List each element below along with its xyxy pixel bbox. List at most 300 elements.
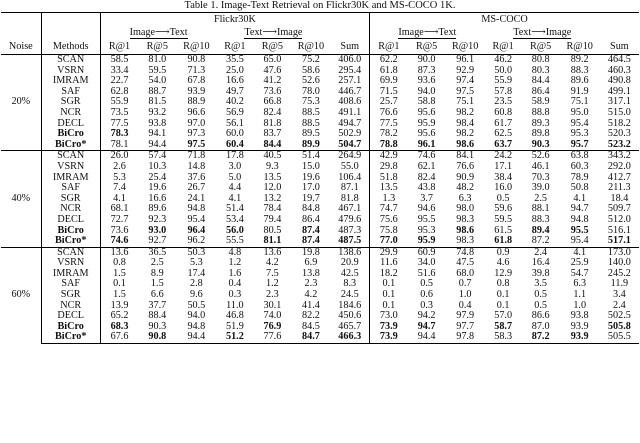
value-cell: 81.8 [330,194,369,205]
value-cell: 5.3 [113,172,126,183]
value-cell: 487.5 [330,236,369,247]
table-row [1,301,639,312]
noise-level-cell: 40% [1,151,41,247]
value-cell: 2.4 [613,300,626,311]
value-cell: 87.2 [531,236,550,247]
value-cell: 84.4 [263,139,282,150]
value-cell: 34.0 [417,258,436,269]
value-cell: 1.5 [150,279,164,290]
method-name-cell: DECL [41,119,100,130]
value-cell: 87.0 [531,321,550,332]
value-cell: 0.8 [113,258,126,269]
value-cell: 73.6 [263,86,282,97]
value-cell: 79.4 [263,214,282,225]
value-cell: 97.5 [456,86,475,97]
value-cell: 51.4 [225,204,244,215]
value-cell: 2.3 [304,279,318,290]
value-cell: 25.0 [225,65,244,76]
value-cell: 509.7 [607,204,631,215]
value-cell: 0.1 [496,290,510,301]
method-name-cell: SGR [41,194,100,205]
method-name-cell: DECL [41,311,100,322]
value-cell: 87.4 [302,236,320,247]
value-cell: 87.1 [330,183,369,194]
value-cell: 0.5 [534,290,547,301]
value-cell: 75.6 [379,214,398,225]
value-cell: 87.4 [302,225,320,236]
value-cell: 4.1 [228,193,242,204]
value-cell: 98.2 [456,129,475,140]
value-cell: 90.8 [187,54,206,65]
value-cell: 12.0 [263,183,282,194]
value-cell: 106.4 [330,173,369,184]
value-cell: 15.0 [302,161,320,172]
table-row [1,215,639,226]
value-cell: 26.0 [100,151,138,162]
value-cell: 78.3 [110,129,129,140]
value-cell: 52.6 [302,76,320,87]
value-cell: 58.8 [417,97,436,108]
value-cell: 96.4 [187,225,206,236]
value-cell: 264.9 [330,151,369,162]
table-row [1,87,639,98]
value-cell: 95.3 [570,129,589,140]
value-cell: 98.4 [456,118,475,129]
value-cell: 94.0 [417,86,436,97]
header-row-datasets [1,13,639,28]
value-cell: 37.6 [187,172,206,183]
method-name-cell: SCAN [41,55,100,66]
value-cell: 2.6 [113,161,126,172]
value-cell: 97.9 [456,311,475,322]
value-cell: 518.2 [607,118,631,129]
value-cell: 295.4 [330,66,369,77]
flickr-text-to-image: Text⟶Image [244,27,303,39]
metric-header: Sum [600,40,639,55]
value-cell: 412.7 [607,172,631,183]
value-cell: 84.7 [291,332,330,343]
value-cell: 97.3 [187,129,206,140]
value-cell: 73.9 [379,321,398,332]
value-cell: 17.1 [494,161,513,172]
header-row-directions [1,27,639,40]
value-cell: 2.8 [189,279,203,290]
value-cell: 9.6 [189,290,203,301]
value-cell: 50.8 [570,183,589,194]
value-cell: 13.2 [263,193,282,204]
value-cell: 0.6 [420,290,433,301]
value-cell: 78.1 [110,139,129,150]
value-cell: 78.2 [379,129,398,140]
value-cell: 96.2 [187,236,206,247]
value-cell: 57.4 [138,151,176,162]
value-cell: 95.9 [417,118,436,129]
value-cell: 16.6 [148,193,167,204]
value-cell: 33.4 [110,65,129,76]
value-cell: 93.9 [570,321,589,332]
value-cell: 59.6 [494,204,513,215]
value-cell: 76.6 [456,161,475,172]
value-cell: 1.2 [228,258,242,269]
value-cell: 12.9 [494,268,513,279]
value-cell: 317.1 [607,97,631,108]
coco-image-to-text: Image⟶Text [398,27,457,39]
value-cell: 96.1 [417,139,436,150]
value-cell: 78.9 [570,172,589,183]
value-cell: 8.3 [330,279,369,290]
table-row [1,322,639,333]
value-cell: 80.3 [531,65,550,76]
value-cell: 95.0 [570,107,589,118]
value-cell: 77.6 [253,332,291,343]
value-cell: 75.8 [379,225,398,236]
value-cell: 57.0 [494,311,513,322]
value-cell: 13.8 [302,268,320,279]
dataset-flickr30k: Flickr30K [100,13,369,28]
value-cell: 61.8 [494,236,513,247]
value-cell: 53.4 [225,214,244,225]
value-cell: 60.9 [408,247,446,258]
value-cell: 0.5 [496,193,510,204]
value-cell: 81.5 [148,97,167,108]
value-cell: 467.1 [330,204,369,215]
value-cell: 408.6 [330,97,369,108]
value-cell: 6.9 [304,258,318,269]
value-cell: 88.9 [187,97,206,108]
metric-header: R@5 [408,40,446,55]
value-cell: 51.4 [291,151,330,162]
value-cell: 6.3 [573,279,587,290]
value-cell: 87.2 [522,332,560,343]
value-cell: 490.8 [607,76,631,87]
value-cell: 70.3 [531,172,550,183]
value-cell: 98.0 [456,204,475,215]
value-cell: 38.4 [494,172,513,183]
noise-level-cell: 20% [1,55,41,151]
value-cell: 97.8 [446,332,485,343]
value-cell: 81.8 [263,118,282,129]
value-cell: 0.7 [458,279,472,290]
value-cell: 0.1 [113,279,126,290]
table-row [1,311,639,322]
value-cell: 89.8 [531,129,550,140]
value-cell: 0.5 [534,300,547,311]
value-cell: 95.5 [417,214,436,225]
value-cell: 47.6 [263,65,282,76]
method-name-cell: NCR [41,108,100,119]
metric-header: Sum [330,40,369,55]
method-name-cell: NCR [41,204,100,215]
value-cell: 504.7 [330,140,369,151]
table-row [1,173,639,184]
value-cell: 16.6 [225,76,244,87]
value-cell: 43.8 [417,183,436,194]
method-name-cell: SCAN [41,151,100,162]
value-cell: 29.8 [379,161,398,172]
value-cell: 55.9 [494,76,513,87]
metric-header: R@1 [485,40,522,55]
value-cell: 77.5 [379,118,398,129]
value-cell: 505.8 [607,321,631,332]
method-name-cell: IMRAM [41,173,100,184]
table-caption: Table 1. Image-Text Retrieval on Flickr30K and MS-COCO 1K. [184,0,456,11]
value-cell: 17.0 [302,183,320,194]
method-name-cell: DECL [41,215,100,226]
value-cell: 17.4 [187,268,206,279]
value-cell: 72.7 [110,214,129,225]
value-cell: 0.9 [485,247,522,258]
value-cell: 4.1 [113,193,126,204]
value-cell: 73.0 [379,311,398,322]
value-cell: 24.5 [330,290,369,301]
value-cell: 94.8 [570,214,589,225]
method-name-cell: BiCro* [41,140,100,151]
value-cell: 36.5 [138,247,176,258]
value-cell: 512.0 [607,214,631,225]
value-cell: 89.6 [570,76,589,87]
value-cell: 88.3 [531,214,550,225]
value-cell: 211.3 [608,183,631,194]
value-cell: 138.6 [330,247,369,258]
method-name-cell: SAF [41,87,100,98]
value-cell: 88.3 [570,65,589,76]
value-cell: 4.8 [216,247,253,258]
value-cell: 173.0 [600,247,639,258]
value-cell: 71.8 [176,151,216,162]
table-row [1,108,639,119]
value-cell: 75.3 [302,97,320,108]
value-cell: 0.3 [228,290,242,301]
value-cell: 89.6 [148,204,167,215]
value-cell: 88.7 [148,86,167,97]
value-cell: 40.2 [225,97,244,108]
value-cell: 55.5 [225,236,244,247]
value-cell: 50.5 [187,300,206,311]
value-cell: 0.1 [496,300,510,311]
value-cell: 487.3 [330,226,369,237]
value-cell: 89.3 [531,118,550,129]
value-cell: 257.1 [330,76,369,87]
value-cell: 98.6 [456,225,475,236]
value-cell: 517.1 [607,236,631,247]
method-name-cell: BiCro [41,129,100,140]
value-cell: 7.5 [266,268,279,279]
value-cell: 95.4 [570,236,589,247]
value-cell: 39.0 [531,183,550,194]
value-cell: 75.1 [456,97,475,108]
value-cell: 62.1 [417,161,436,172]
value-cell: 97.5 [187,139,206,150]
table-row [1,236,639,247]
value-cell: 22.7 [110,76,129,87]
value-cell: 11.0 [226,300,244,311]
results-table [1,12,639,344]
value-cell: 88.1 [531,204,550,215]
value-cell: 65.0 [263,54,282,65]
value-cell: 1.5 [113,290,126,301]
value-cell: 60.4 [225,139,244,150]
value-cell: 94.7 [417,321,436,332]
value-cell: 56.1 [225,118,244,129]
value-cell: 17.8 [216,151,253,162]
value-cell: 19.6 [302,172,320,183]
value-cell: 74.6 [110,236,129,247]
value-cell: 9.3 [266,161,279,172]
value-cell: 95.6 [417,129,436,140]
value-cell: 98.6 [456,139,475,150]
value-cell: 23.5 [494,97,513,108]
value-cell: 88.4 [148,311,167,322]
method-name-cell: SGR [41,97,100,108]
value-cell: 46.8 [225,311,244,322]
value-cell: 51.6 [417,268,436,279]
value-cell: 61.8 [379,65,398,76]
value-cell: 95.7 [570,139,589,150]
value-cell: 98.3 [456,214,475,225]
value-cell: 0.5 [420,279,433,290]
value-cell: 84.5 [302,321,320,332]
value-cell: 0.4 [458,300,472,311]
value-cell: 5.0 [228,172,242,183]
value-cell: 14.8 [187,161,206,172]
value-cell: 57.8 [494,86,513,97]
value-cell: 95.5 [570,225,589,236]
table-row [1,151,639,162]
dataset-mscoco: MS-COCO [370,13,639,28]
value-cell: 60.3 [570,161,589,172]
table-row [1,258,639,269]
metric-header: R@10 [291,40,330,55]
value-cell: 48.2 [456,183,475,194]
value-cell: 67.6 [100,332,138,343]
value-cell: 16.0 [494,183,513,194]
value-cell: 4.2 [304,290,318,301]
value-cell: 65.2 [110,311,129,322]
value-cell: 11.6 [380,258,398,269]
value-cell: 465.7 [330,322,369,333]
value-cell: 68.1 [110,204,129,215]
value-cell: 83.7 [263,129,282,140]
value-cell: 13.9 [110,300,129,311]
method-name-cell: BiCro [41,226,100,237]
value-cell: 94.8 [187,204,206,215]
metric-header: R@10 [446,40,485,55]
table-row [1,247,639,258]
value-cell: 67.8 [187,76,206,87]
table-row [1,332,639,343]
metric-header: R@10 [176,40,216,55]
value-cell: 51.9 [225,321,244,332]
value-cell: 24.1 [187,193,206,204]
value-cell: 97.0 [187,118,206,129]
method-name-cell: VSRN [41,66,100,77]
value-cell: 55.9 [110,97,129,108]
table-row [1,129,639,140]
value-cell: 93.9 [187,86,206,97]
value-cell: 41.2 [263,76,282,87]
value-cell: 77.5 [110,118,129,129]
table-row [1,269,639,280]
value-cell: 84.4 [531,76,550,87]
header-row-metrics [1,40,639,55]
value-cell: 46.2 [494,54,513,65]
value-cell: 4.2 [266,258,279,269]
value-cell: 89.4 [531,225,550,236]
value-cell: 46.1 [531,161,550,172]
value-cell: 24.2 [485,151,522,162]
value-cell: 245.2 [607,268,631,279]
method-name-cell: SCAN [41,247,100,258]
value-cell: 75.1 [570,97,589,108]
value-cell: 84.8 [302,204,320,215]
value-cell: 73.6 [110,225,129,236]
metric-header: R@1 [370,40,408,55]
value-cell: 89.9 [302,139,320,150]
value-cell: 90.3 [148,321,167,332]
metric-header: R@5 [253,40,291,55]
value-cell: 466.3 [330,332,369,343]
value-cell: 93.8 [148,118,167,129]
value-cell: 94.6 [417,204,436,215]
value-cell: 54.0 [148,76,167,87]
value-cell: 59.5 [148,65,167,76]
value-cell: 62.8 [110,86,129,97]
value-cell: 63.7 [494,139,513,150]
table-row [1,66,639,77]
value-cell: 82.4 [417,172,436,183]
value-cell: 18.4 [610,193,629,204]
value-cell: 77.0 [379,236,398,247]
value-cell: 80.8 [531,54,550,65]
table-row [1,183,639,194]
value-cell: 76.6 [379,107,398,118]
value-cell: 93.9 [560,332,600,343]
value-cell: 406.0 [330,55,369,66]
value-cell: 51.8 [379,172,398,183]
value-cell: 90.0 [417,54,436,65]
value-cell: 58.9 [531,97,550,108]
value-cell: 464.5 [607,54,631,65]
value-cell: 491.1 [330,108,369,119]
value-cell: 58.7 [494,321,513,332]
noise-level-cell: 60% [1,247,41,343]
value-cell: 92.9 [456,65,475,76]
value-cell: 78.0 [302,86,320,97]
value-cell: 140.0 [607,258,631,269]
value-cell: 5.3 [189,258,203,269]
value-cell: 84.1 [446,151,485,162]
value-cell: 93.8 [570,311,589,322]
metric-header: R@10 [560,40,600,55]
method-name-cell: VSRN [41,162,100,173]
value-cell: 96.6 [187,107,206,118]
method-name-cell: SGR [41,290,100,301]
value-cell: 90.3 [531,139,550,150]
value-cell: 66.8 [263,97,282,108]
metric-header: R@1 [100,40,138,55]
value-cell: 52.6 [522,151,560,162]
value-cell: 94.4 [176,332,216,343]
value-cell: 0.4 [228,279,242,290]
value-cell: 505.5 [600,332,639,343]
table-row [1,97,639,108]
value-cell: 20.9 [330,258,369,269]
method-name-cell: NCR [41,301,100,312]
value-cell: 58.6 [302,65,320,76]
value-cell: 69.9 [379,76,398,87]
value-cell: 86.6 [531,311,550,322]
table-row [1,279,639,290]
